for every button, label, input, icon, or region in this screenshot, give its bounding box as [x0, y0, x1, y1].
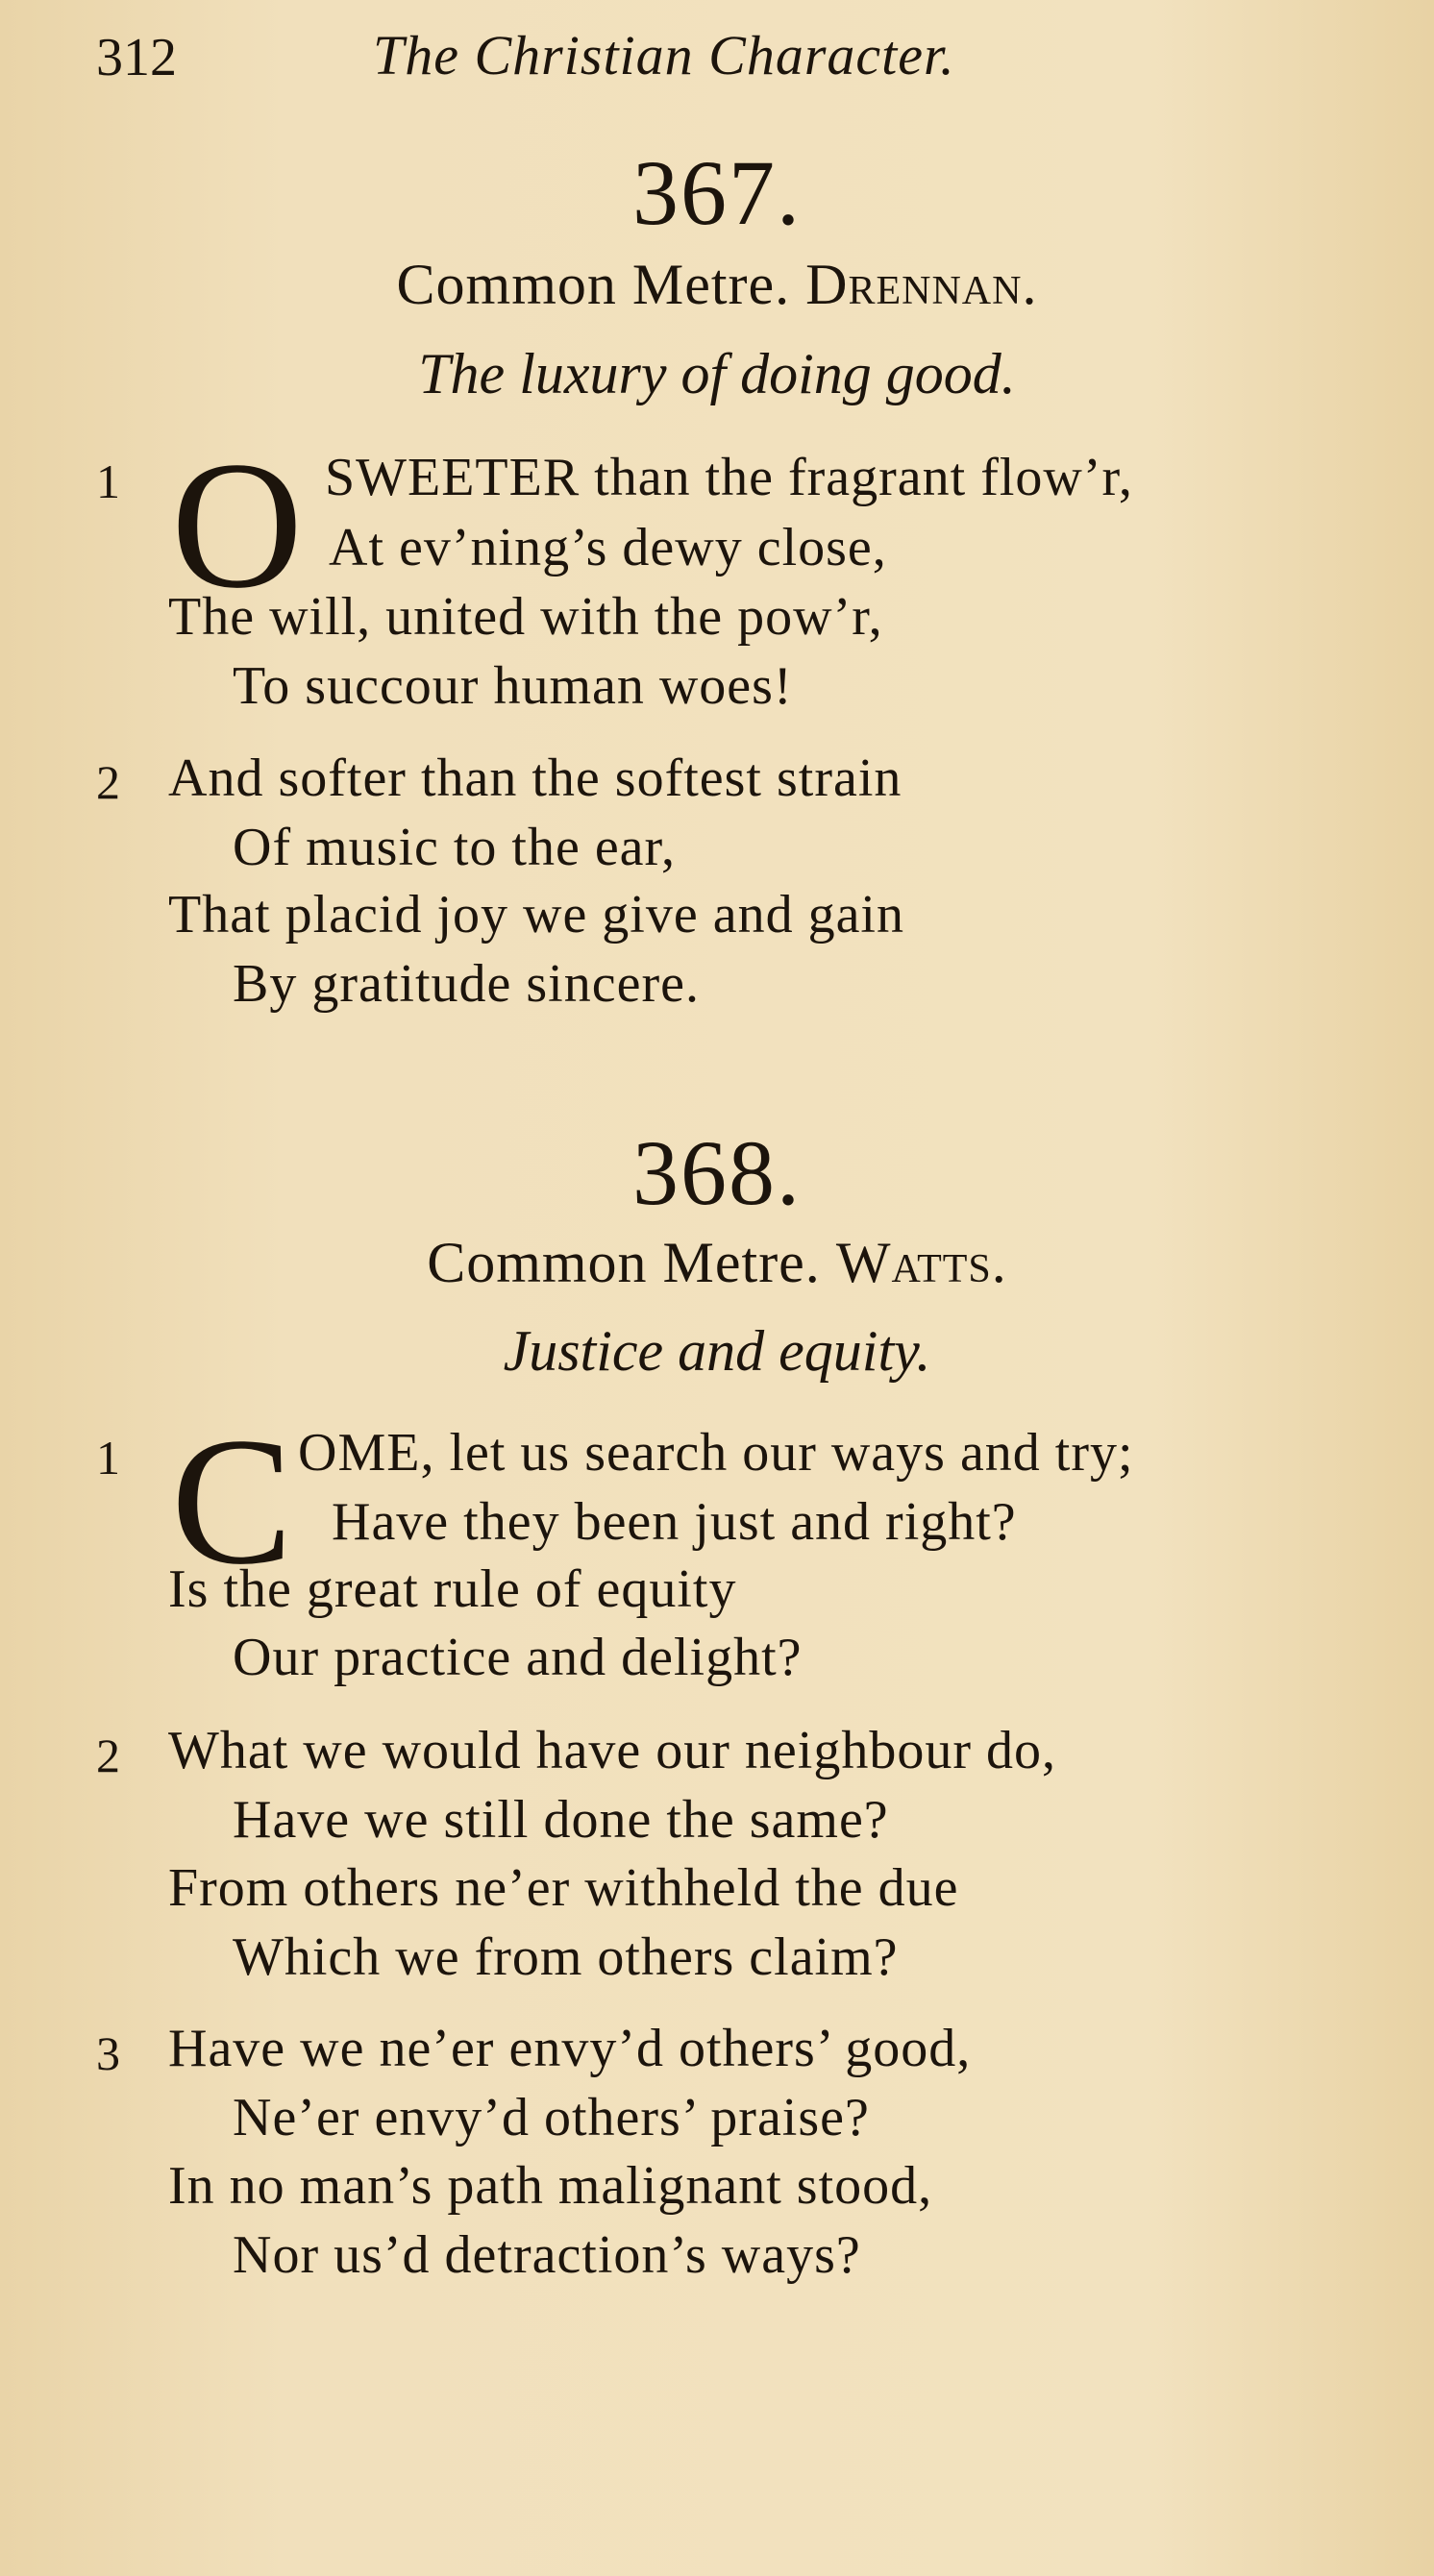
verse-number: 1	[96, 454, 120, 508]
drop-cap: C	[171, 1401, 293, 1603]
hymn-subject: Justice and equity.	[503, 1319, 931, 1383]
page-number: 312	[96, 28, 177, 87]
verse-line: Have we ne’er envy’d others’ good,	[168, 2019, 972, 2078]
verse-line: Which we from others claim?	[233, 1927, 899, 1987]
verse-line: SWEETER than the fragrant flow’r,	[325, 448, 1133, 507]
verse-line: By gratitude sincere.	[233, 954, 700, 1014]
hymn-author: Drennan.	[805, 253, 1038, 316]
verse-line: What we would have our neighbour do,	[168, 1721, 1056, 1780]
verse-line: Our practice and delight?	[233, 1628, 803, 1687]
verse-line: OME, let us search our ways and try;	[298, 1423, 1134, 1483]
hymn-meter: Common Metre.	[396, 253, 791, 316]
verse-line: To succour human woes!	[233, 656, 793, 716]
verse-number: 2	[96, 755, 120, 809]
verse-number: 1	[96, 1431, 120, 1484]
verse-number: 3	[96, 2026, 120, 2080]
verse-line: The will, united with the pow’r,	[168, 587, 883, 647]
verse-line: And softer than the softest strain	[168, 748, 902, 808]
verse-line: At ev’ning’s dewy close,	[329, 518, 887, 577]
verse-line: That placid joy we give and gain	[168, 885, 904, 945]
hymn-meter-line	[0, 1230, 1434, 1296]
hymn-meter-line	[0, 252, 1434, 318]
hymn-number: 367.	[632, 141, 802, 244]
verse-number: 2	[96, 1729, 120, 1782]
hymn-subject: The luxury of doing good.	[418, 342, 1016, 405]
verse-line: From others ne’er withheld the due	[168, 1858, 959, 1918]
drop-cap: O	[171, 425, 304, 626]
verse-line: Have we still done the same?	[233, 1790, 889, 1850]
verse-line: Ne’er envy’d others’ praise?	[233, 2088, 870, 2147]
hymn-meter: Common Metre.	[427, 1231, 821, 1294]
verse-line: Nor us’d detraction’s ways?	[233, 2225, 861, 2285]
verse-line: Of music to the ear,	[233, 818, 676, 877]
verse-line: Have they been just and right?	[332, 1492, 1017, 1552]
hymn-number: 368.	[632, 1121, 802, 1224]
verse-line: Is the great rule of equity	[168, 1559, 737, 1619]
running-title: The Christian Character.	[373, 24, 955, 86]
hymn-author: Watts.	[835, 1231, 1007, 1294]
verse-line: In no man’s path malignant stood,	[168, 2156, 933, 2216]
